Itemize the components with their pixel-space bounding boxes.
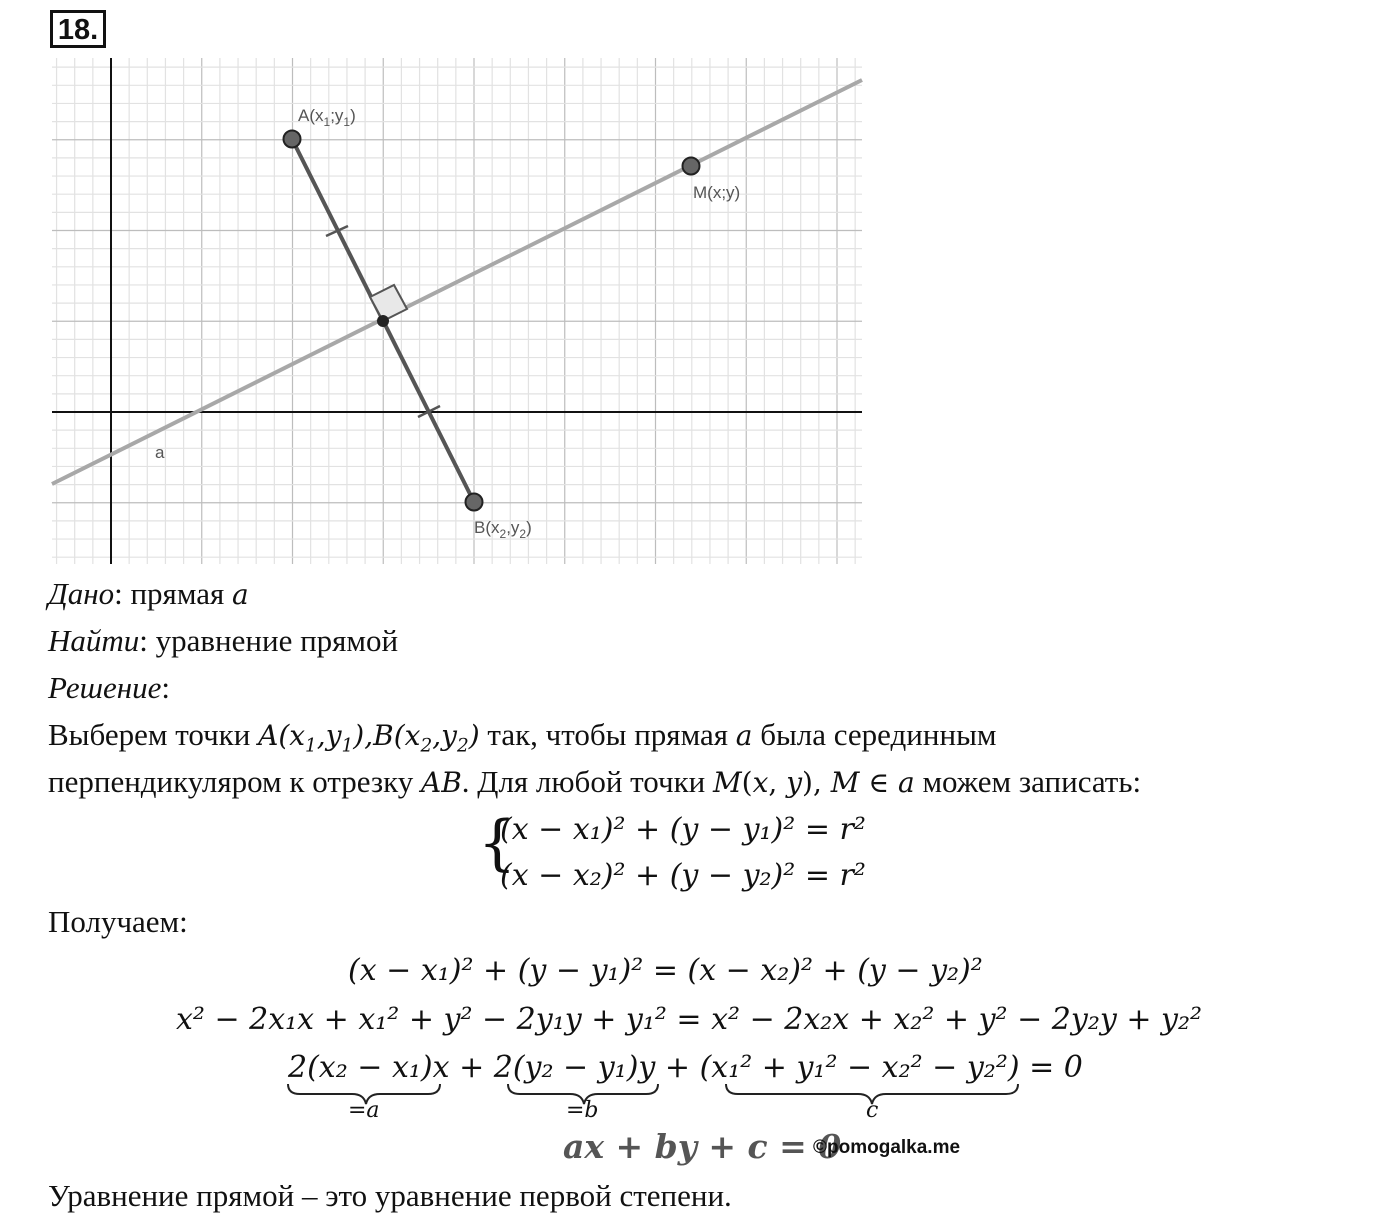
midpoint-dot: [377, 315, 389, 327]
line-a-label: a: [155, 443, 165, 462]
given-text: : прямая: [114, 576, 232, 611]
system-row-2: (x − x₂)² + (y − y₂)² = r²: [500, 858, 866, 893]
given-line: [48, 576, 249, 613]
line-a: [52, 80, 862, 484]
system-brace: {: [478, 808, 517, 878]
find-line: [48, 623, 398, 659]
underlabel-b: =b: [566, 1098, 599, 1123]
solution-label: Решение: [48, 670, 162, 705]
given-var: a: [232, 578, 249, 611]
coef-a-term: 2(x₂ − x₁): [288, 1050, 433, 1085]
point-m-math: M: [713, 766, 742, 799]
conclusion: Уравнение прямой – это уравнение первой степени.: [48, 1178, 732, 1213]
equation-1: (x − x₁)² + (y − y₁)² = (x − x₂)² + (y − y₂)²: [348, 953, 983, 988]
geometry-figure: [0, 0, 1400, 580]
point-m-label: M(x;y): [693, 183, 741, 202]
points-ab-math: $A(x_1,y_1),B(x_2,y_2)$: [258, 719, 480, 757]
paragraph-1: [48, 717, 997, 757]
coordinate-grid: [52, 58, 862, 564]
coef-c-term: (x₁² + y₁² − x₂² − y₂²): [699, 1050, 1020, 1085]
para1-var-a: a: [735, 719, 753, 752]
problem-number: 18.: [50, 10, 106, 48]
underlabel-c: c: [866, 1098, 879, 1123]
solution-heading: [48, 670, 170, 706]
find-text: : уравнение прямой: [139, 623, 399, 658]
segment-ab-name: AB: [421, 766, 462, 799]
para2-text-2: . Для любой точки: [461, 764, 713, 799]
find-label: Найти: [48, 623, 140, 658]
get-label: Получаем:: [48, 904, 188, 939]
underbraces: [0, 1082, 1100, 1106]
point-b-dot: [466, 494, 483, 511]
para2-text-3: можем записать:: [914, 764, 1142, 799]
underlabel-a: =a: [348, 1098, 380, 1123]
system-row-1: (x − x₁)² + (y − y₁)² = r²: [500, 812, 866, 847]
coef-b-term: 2(y₂ − y₁): [493, 1050, 639, 1085]
paragraph-2: перпендикуляром к отрезку AB. Для любой точки M(x, y), M ∈ a можем записать:: [48, 764, 1142, 799]
final-equation: ax + by + c = 0: [563, 1127, 842, 1166]
point-b-label: $B(x_2,y_2)$: [474, 518, 532, 541]
para1-text-3: была серединным: [752, 717, 997, 752]
equation-3: 2(x₂ − x₁)x + 2(y₂ − y₁)y + (x₁² + y₁² − x₂² − y₂²) = 0: [288, 1050, 1083, 1085]
point-m-dot: [683, 158, 700, 175]
para1-text-2: так, чтобы прямая: [479, 717, 736, 752]
point-a-label: $A(x_1;y_1)$: [298, 106, 356, 129]
para2-text-1: перпендикуляром к отрезку: [48, 764, 421, 799]
equation-2: x² − 2x₁x + x₁² + y² − 2y₁y + y₁² = x² − 2x₂x + x₂² + y² − 2y₂y + y₂²: [176, 1002, 1203, 1037]
solution-colon: :: [161, 670, 170, 705]
point-a-dot: [284, 131, 301, 148]
given-label: Дано: [48, 576, 115, 611]
para1-text-1: Выберем точки: [48, 717, 259, 752]
watermark: ©pomogalka.me: [813, 1137, 961, 1158]
